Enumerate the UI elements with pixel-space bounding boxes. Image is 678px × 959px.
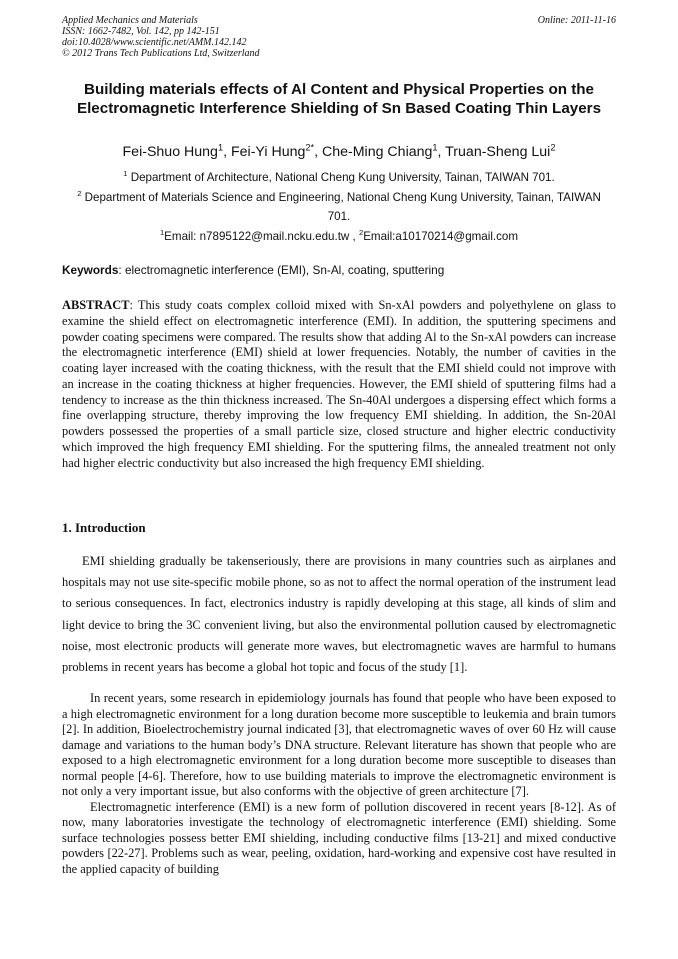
journal-name: Applied Mechanics and Materials (62, 15, 198, 26)
intro-paragraph-3: Electromagnetic interference (EMI) is a new form of pollution discovered in recent years [8-12]. As of now, many laboratories investigate the technology of electromagnetic interference (EMI) shielding. Some surface technologies possess better EMI shielding, including conductive films [13-21] and mixed conductive powders [22-27]. Problems such as wear, peeling, oxidation, hard-working and expensive cost have resulted in the applied capacity of building (62, 799, 616, 876)
section-heading: 1. Introduction (62, 520, 146, 535)
online-date: Online: 2011-11-16 (537, 15, 616, 26)
keywords (62, 263, 616, 278)
author: Fei-Yi Hung$^{2*}$ (230, 142, 315, 160)
keywords-text: : electromagnetic interference (EMI), Sn-Al, coating, sputtering (118, 263, 445, 277)
paper-title: Building materials effects of Al Content and Physical Properties on the Electromagnetic Interference Shielding of Sn Based Coating Thin Layers (76, 81, 602, 117)
intro-paragraph-2: In recent years, some research in epidemiology journals has found that people who have been exposed to a high electromagnetic environment for a long duration become more susceptible to leukemia and brain tumors [2]. In addition, Bioelectrochemistry journal indicated [3], that electromagnetic waves of over 60 Hz will cause damage and variations to the human body’s DNA structure. Relevant literature has shown that people who are exposed to a high electromagnetic environment for a long duration become more susceptible to diseases than normal people [4-6]. Therefore, how to use building materials to improve the electromagnetic environment is not only a very important issue, but also conforms with the objective of green architecture [7]. (62, 691, 616, 798)
journal-header (62, 15, 616, 59)
intro-paragraph-1: EMI shielding gradually be takenseriously, there are provisions in many countries such as airplanes and hospitals may not use site-specific mobile phone, so as not to affect the normal operation of the instrument lead to serious consequences. In fact, electronics industry is rapidly developing at this stage, all kinds of slim and light device to bring the 3C convenient living, but also the environmental pollution caused by electromagnetic noise, most electronic products will generate more waves, but electromagnetic waves are harmful to humans problems in recent years has become a global hot topic and focus of the study [1]. (62, 554, 616, 675)
abstract-label: ABSTRACT (62, 298, 130, 312)
copyright-line: © 2012 Trans Tech Publications Ltd, Switzerland (62, 48, 260, 59)
author: Che-Ming Chiang$^1$ (321, 142, 438, 160)
abstract-text: : This study coats complex colloid mixed with Sn-xAl powders and polyethylene on glass to examine the shield effect on electromagnetic interference (EMI). In addition, the sputtering specimens and powder coating specimens were compared. The results show that adding Al to the Sn-xAl powders can increase the electromagnetic interference (EMI) shield at lower frequencies. Notably, the number of cavities in the coating layer increased with the coating thickness, with the result that the EMI shield could not improve with an increase in the coating thickness at higher frequencies. However, the EMI shield of sputtering films had a tendency to increase as the thin thickness increased. The Sn-40Al undergoes a dispersing effect which forms a fine overlapping structure, thereby improving the low frequency EMI shielding. In addition, the Sn-20Al powders possessed the properties of a small particle size, closed structure and higher electric conductivity which improved the high frequency EMI shielding. For the sputtering films, the annealed treatment not only had higher electric conductivity but also increased the high frequency EMI shielding. (62, 298, 616, 470)
affiliation-2: $^2$ Department of Materials Science and Engineering, National Cheng Kung University, Tainan, TAIWAN 701. (77, 189, 601, 223)
email-line: $^1$Email: n7895122@mail.ncku.edu.tw , $^2$Email:a10170214@gmail.com (159, 228, 519, 243)
abstract (62, 298, 616, 471)
keywords-label: Keywords (62, 263, 119, 277)
email-link-1[interactable]: Email: n7895122@mail.ncku.edu.tw (164, 230, 350, 243)
issn-line: ISSN: 1662-7482, Vol. 142, pp 142-151 (62, 26, 220, 37)
intro-body (62, 691, 616, 877)
author: Fei-Shuo Hung$^1$ (122, 142, 224, 160)
email-link-2[interactable]: Email:a10170214@gmail.com (363, 230, 519, 243)
author-list: Fei-Shuo Hung$^1$, Fei-Yi Hung$^{2*}$, Che-Ming Chiang$^1$, Truan-Sheng Lui$^2$ (122, 142, 556, 160)
doi-line: doi:10.4028/www.scientific.net/AMM.142.142 (62, 37, 247, 48)
affiliation-1: $^1$ Department of Architecture, National Cheng Kung University, Tainan, TAIWAN 701. (123, 169, 555, 184)
author: Truan-Sheng Lui$^2$ (445, 142, 556, 160)
